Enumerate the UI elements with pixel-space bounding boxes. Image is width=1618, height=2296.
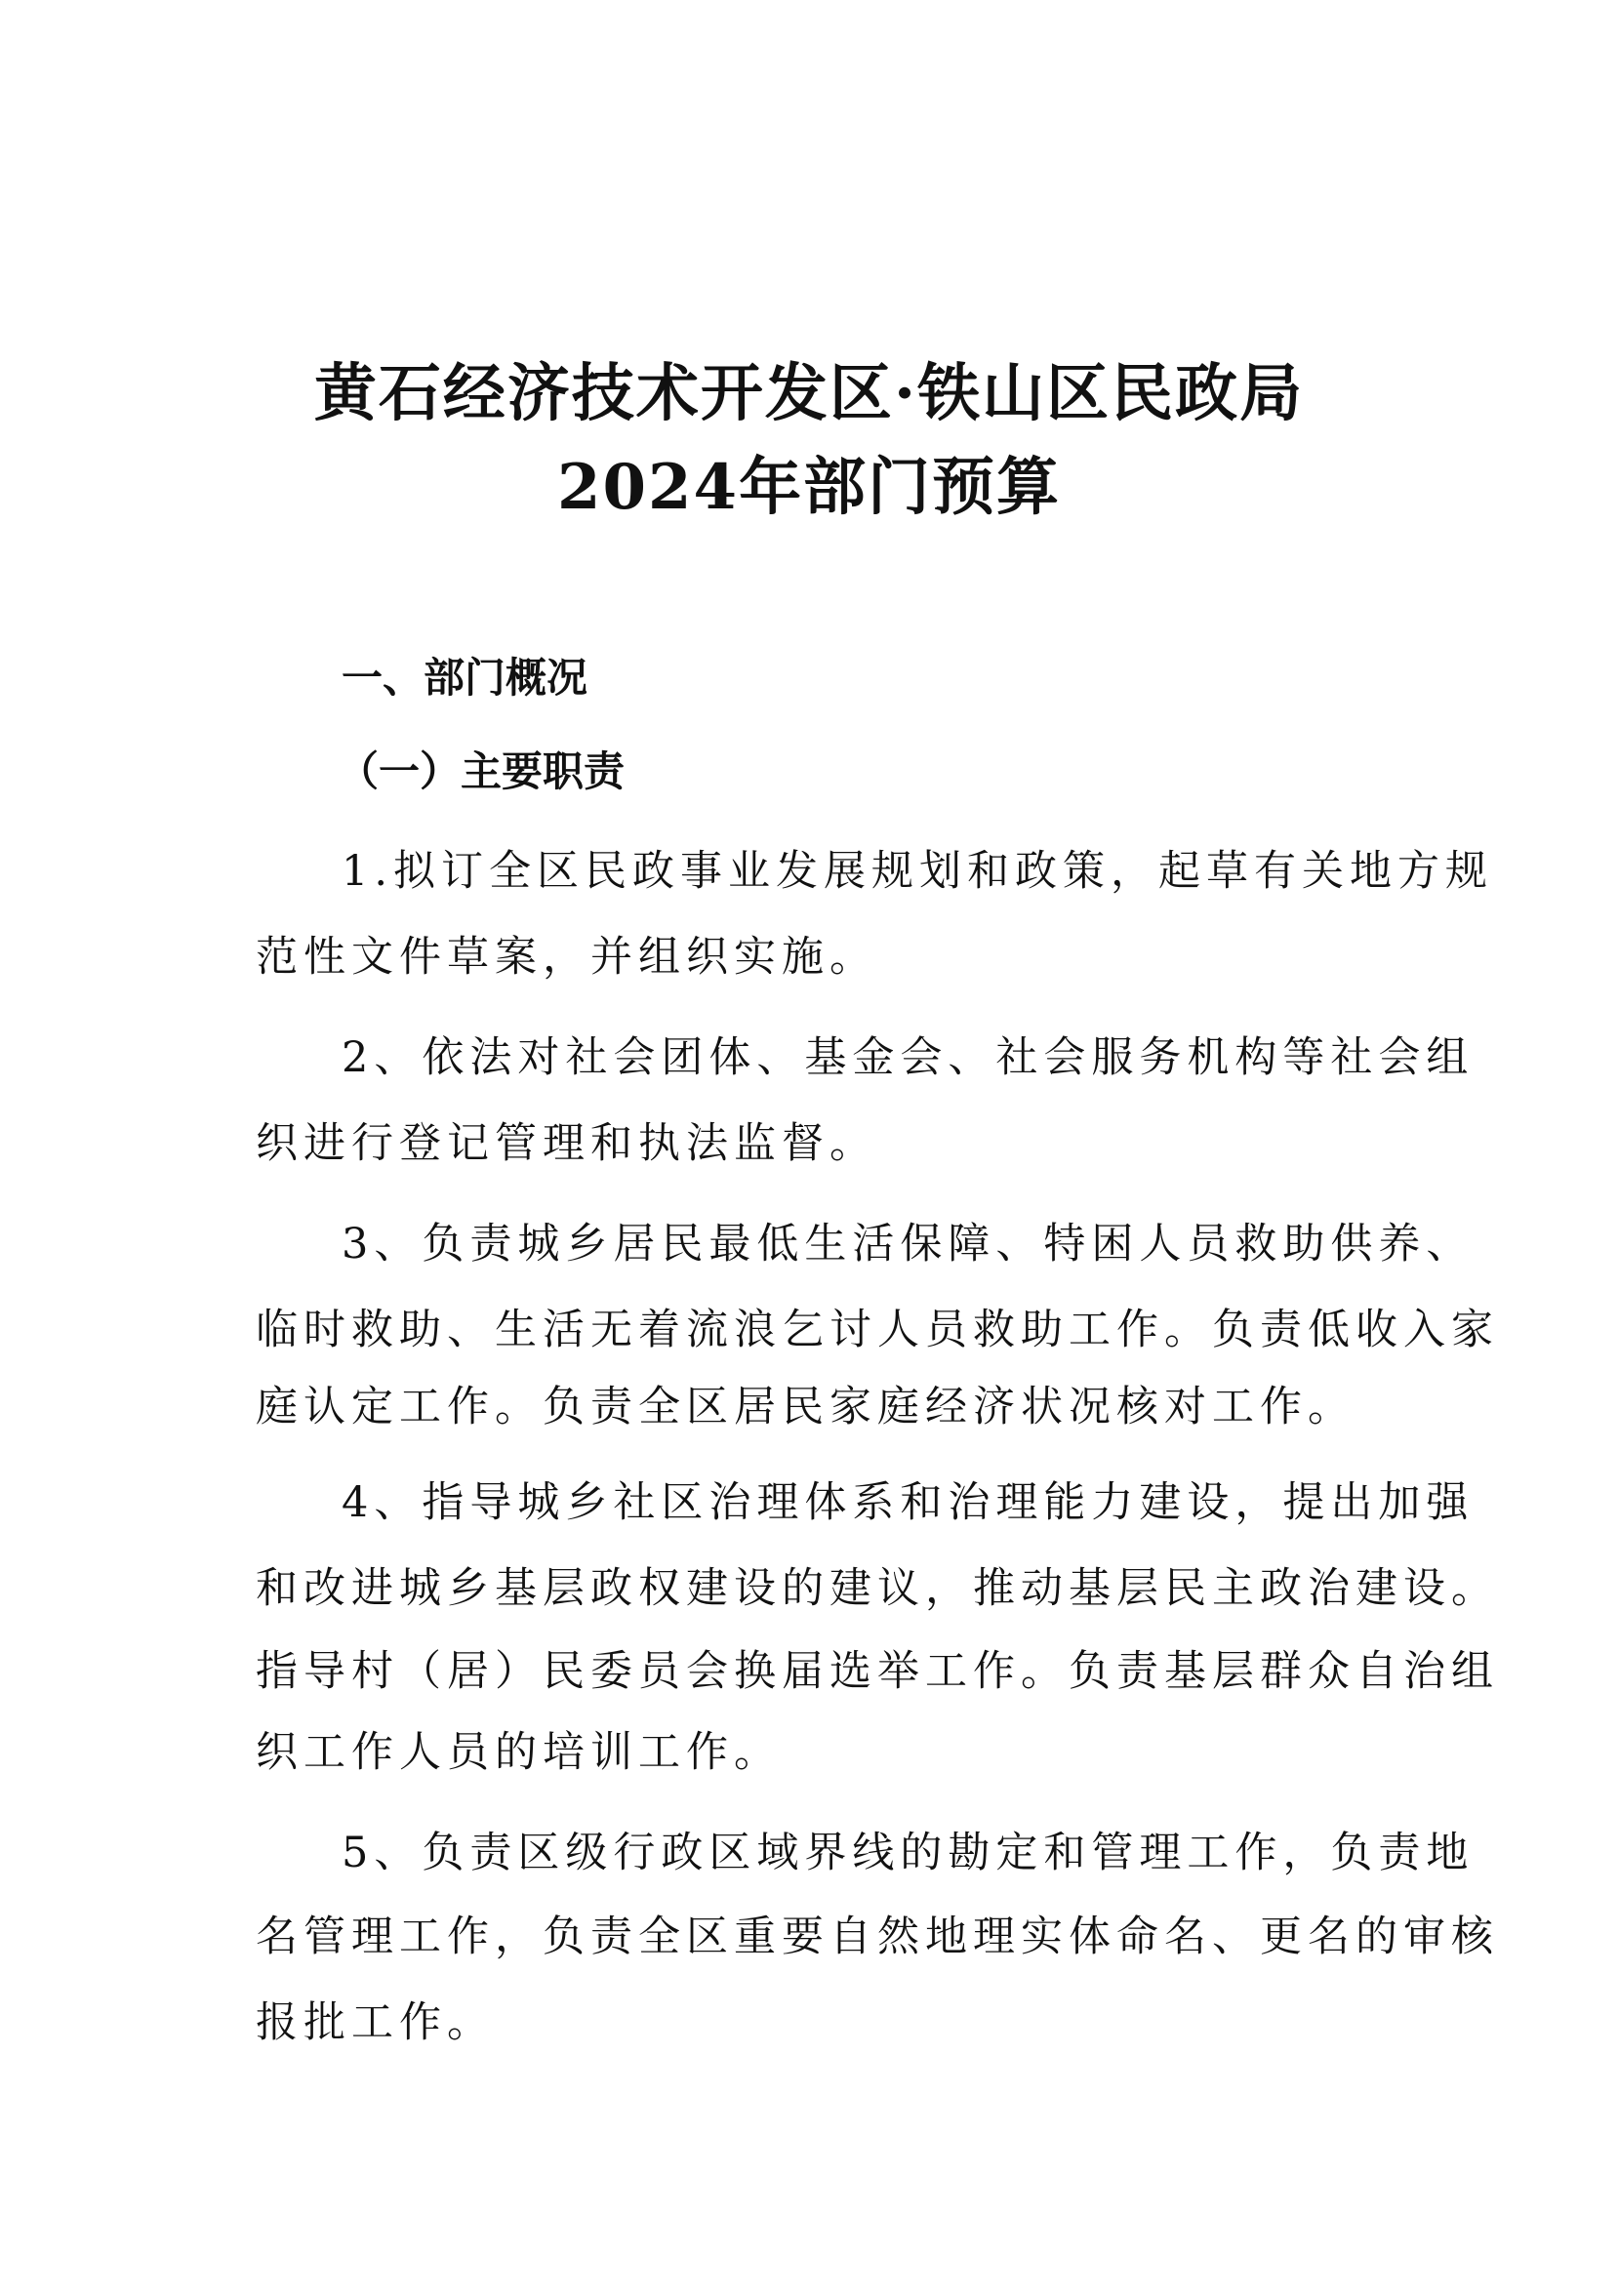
paragraph-line: 织进行登记管理和执法监督。	[256, 1119, 877, 1168]
section-heading: 一、部门概况	[342, 654, 588, 702]
paragraph-line: 临时救助、生活无着流浪乞讨人员救助工作。负责低收入家	[256, 1306, 1499, 1354]
paragraph-line: 织工作人员的培训工作。	[256, 1728, 782, 1777]
paragraph-line: 3、负责城乡居民最低生活保障、特困人员救助供养、	[342, 1220, 1475, 1269]
paragraph-line: 名管理工作，负责全区重要自然地理实体命名、更名的审核	[256, 1913, 1499, 1961]
paragraph-line: 庭认定工作。负责全区居民家庭经济状况核对工作。	[256, 1383, 1355, 1431]
paragraph-line: 报批工作。	[256, 1998, 495, 2047]
paragraph-line: 和改进城乡基层政权建设的建议，推动基层民主政治建设。	[256, 1564, 1499, 1613]
document-title-line-1: 黄石经济技术开发区·铁山区民政局	[313, 357, 1305, 430]
paragraph-line: 范性文件草案，并组织实施。	[256, 933, 877, 982]
paragraph-line: 2、依法对社会团体、基金会、社会服务机构等社会组	[342, 1033, 1475, 1082]
paragraph-line: 指导村（居）民委员会换届选举工作。负责基层群众自治组	[256, 1647, 1499, 1696]
paragraph-line: 1.拟订全区民政事业发展规划和政策，起草有关地方规	[342, 847, 1494, 896]
paragraph-line: 4、指导城乡社区治理体系和治理能力建设，提出加强	[342, 1478, 1475, 1527]
subsection-heading: （一）主要职责	[338, 747, 626, 795]
document-title-line-2: 2024年部门预算	[556, 451, 1062, 524]
paragraph-line: 5、负责区级行政区域界线的勘定和管理工作，负责地	[342, 1829, 1475, 1877]
